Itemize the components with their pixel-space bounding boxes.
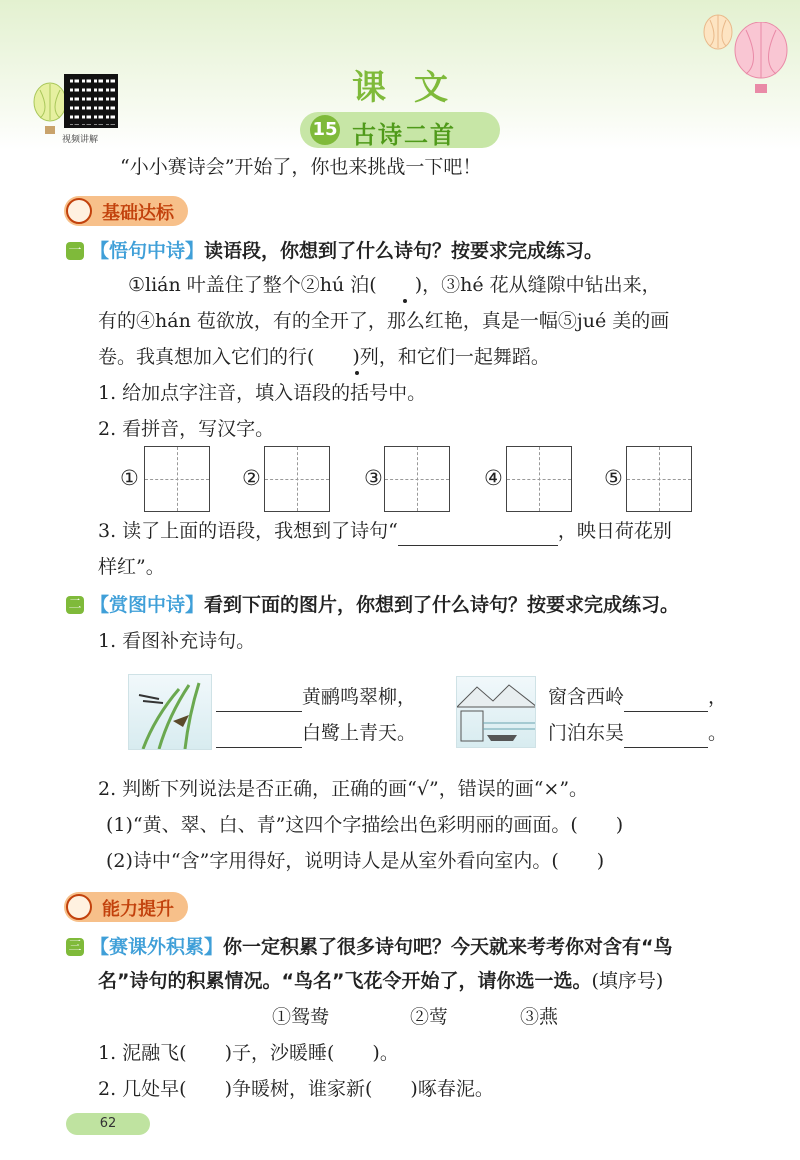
box-label: ② [242,466,261,490]
intro-text: “小小赛诗会”开始了，你也来挑战一下吧！ [120,156,482,178]
q3-item-1: 1. 泥融飞( )子，沙暖睡( )。 [98,1042,399,1064]
box-label: ⑤ [604,466,623,490]
lesson-title: 古诗二首 [352,121,456,149]
q1-sub3-start: 3. 读了上面的语段，我想到了诗句“ [98,520,398,542]
poem-blank[interactable] [624,690,708,712]
book-icon [66,894,92,920]
emphasis-dot [355,371,359,375]
judge-item-1: (1)“黄、翠、白、青”这四个字描绘出色彩明丽的画面。( ) [106,814,624,836]
writing-box[interactable] [506,446,572,512]
writing-box[interactable] [626,446,692,512]
emphasis-dot [403,299,407,303]
q1-sub3-mid: ，映日荷花别 [557,520,672,542]
q2-number: 二 [66,596,84,614]
q3-number: 三 [66,938,84,956]
writing-box[interactable] [264,446,330,512]
q3-item-2: 2. 几处早( )争暖树，谁家新( )啄春泥。 [98,1078,494,1100]
option-2: ②莺 [410,1006,449,1028]
q1-number: 一 [66,242,84,260]
q1-sub2: 2. 看拼音，写汉字。 [98,418,275,440]
writing-box[interactable] [384,446,450,512]
poem-blank[interactable] [624,726,708,748]
badge-ability: 能力提升 [64,892,188,922]
option-1: ①鸳鸯 [272,1006,330,1028]
answer-blank[interactable] [398,524,558,546]
page-number: 62 [66,1113,150,1135]
q3-title-hint: (填序号) [591,970,664,992]
medal-icon [66,198,92,224]
writing-box[interactable] [144,446,210,512]
poem-punct: 。 [708,722,728,744]
qr-label: 视频讲解 [62,135,99,145]
q1-passage-line-2: 有的④hán 苞欲放，有的全开了，那么红艳，真是一幅⑤jué 美的画 [98,310,670,332]
willow-birds-picture [128,674,212,750]
poem-punct: ， [708,686,728,708]
mountain-boat-picture [456,676,536,748]
badge-basic: 基础达标 [64,196,188,226]
q1-title: 读语段，你想到了什么诗句？按要求完成练习。 [204,240,604,262]
poem-left-line-2: 白鹭上青天。 [302,722,417,744]
balloon-big-icon [732,22,790,96]
q3-tag: 【赛课外积累】 [90,936,224,958]
lesson-number: 15 [310,115,340,145]
poem-blank[interactable] [216,726,302,748]
poem-right-line-2: 门泊东吴 [548,722,625,744]
balloon-small-icon [700,14,736,64]
poem-left-line-1: 黄鹂鸣翠柳， [302,686,417,708]
option-3: ③燕 [520,1006,559,1028]
box-label: ① [120,466,139,490]
q3-title-1: 你一定积累了很多诗句吧？今天就来考考你对含有“鸟 [223,936,673,958]
q1-sub1: 1. 给加点字注音，填入语段的括号中。 [98,382,427,404]
q2-title: 看到下面的图片，你想到了什么诗句？按要求完成练习。 [204,594,680,616]
judge-item-2: (2)诗中“含”字用得好，说明诗人是从室外看向室内。( ) [106,850,605,872]
section-title: 课文 [352,68,476,108]
q1-tag: 【悟句中诗】 [90,240,205,262]
q1-sub3-end: 样红”。 [98,556,165,578]
box-label: ④ [484,466,503,490]
q2-sub2: 2. 判断下列说法是否正确，正确的画“√”，错误的画“×”。 [98,778,589,800]
q1-passage-line-1: ①lián 叶盖住了整个②hú 泊( )，③hé 花从缝隙中钻出来， [128,274,661,296]
poem-right-line-1: 窗含西岭 [548,686,625,708]
q3-title-2: 名”诗句的积累情况。“鸟名”飞花令开始了，请你选一选。 [98,970,592,992]
q1-passage-line-3: 卷。我真想加入它们的行( )列，和它们一起舞蹈。 [98,346,550,368]
box-label: ③ [364,466,383,490]
q2-tag: 【赏图中诗】 [90,594,205,616]
qr-code[interactable] [64,74,118,128]
poem-blank[interactable] [216,690,302,712]
q2-sub1: 1. 看图补充诗句。 [98,630,256,652]
